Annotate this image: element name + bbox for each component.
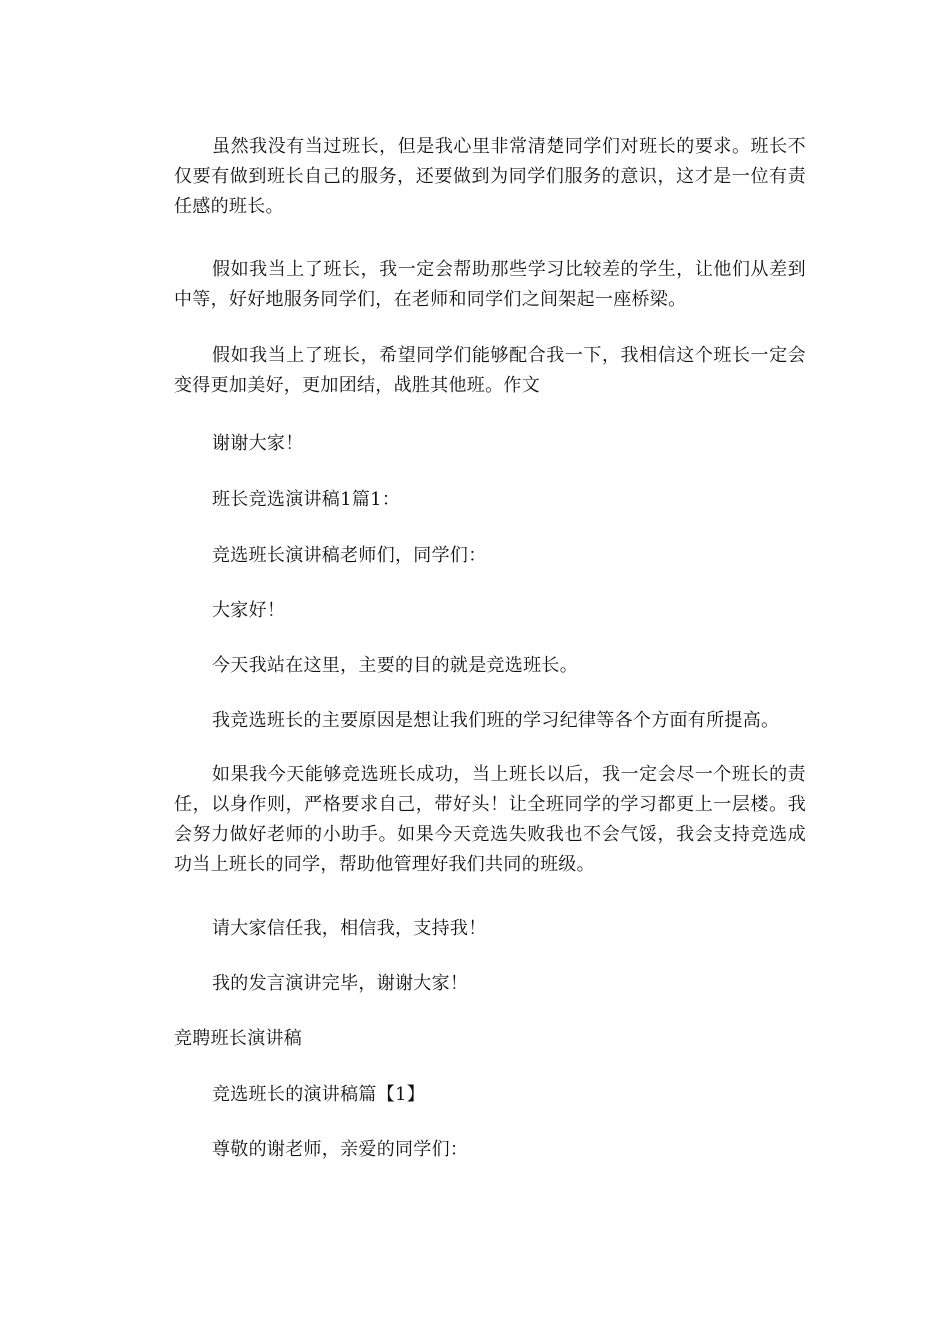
paragraph-hello: 大家好！: [212, 600, 286, 621]
paragraph-promise: 如果我今天能够竞选班长成功，当上班长以后，我一定会尽一个班长的责任，以身作则，严格要求自己，带好头！让全班同学的学习都更上一层楼。我会努力做好老师的小助手。如果今天竞选失败我也不会气馁，我会支持竞选成功当上班长的同学，帮助他管理好我们共同的班级。: [174, 764, 806, 875]
subsection-title: 竞选班长的演讲稿篇【1】: [212, 1084, 426, 1105]
paragraph-1: 虽然我没有当过班长，但是我心里非常清楚同学们对班长的要求。班长不仅要有做到班长自己的服务，还要做到为同学们服务的意识，这才是一位有责任感的班长。: [174, 136, 806, 217]
paragraph-salutation: 竞选班长演讲稿老师们，同学们：: [212, 545, 487, 566]
paragraph-reason: 我竞选班长的主要原因是想让我们班的学习纪律等各个方面有所提高。: [212, 710, 780, 731]
paragraph-trust: 请大家信任我，相信我，支持我！: [212, 918, 487, 939]
paragraph-2: 假如我当上了班长，我一定会帮助那些学习比较差的学生，让他们从差到中等，好好地服务同学们，在老师和同学们之间架起一座桥梁。: [174, 259, 806, 310]
paragraph-thanks: 谢谢大家！: [212, 433, 304, 454]
paragraph-purpose: 今天我站在这里，主要的目的就是竞选班长。: [212, 655, 578, 676]
paragraph-speech-title: 班长竞选演讲稿1篇1：: [212, 489, 401, 510]
paragraph-3: 假如我当上了班长，希望同学们能够配合我一下，我相信这个班长一定会变得更加美好，更加团结，战胜其他班。作文: [174, 345, 806, 396]
paragraph-closing: 我的发言演讲完毕，谢谢大家！: [212, 973, 469, 994]
greeting: 尊敬的谢老师，亲爱的同学们：: [212, 1139, 469, 1160]
section-title: 竞聘班长演讲稿: [174, 1028, 303, 1049]
